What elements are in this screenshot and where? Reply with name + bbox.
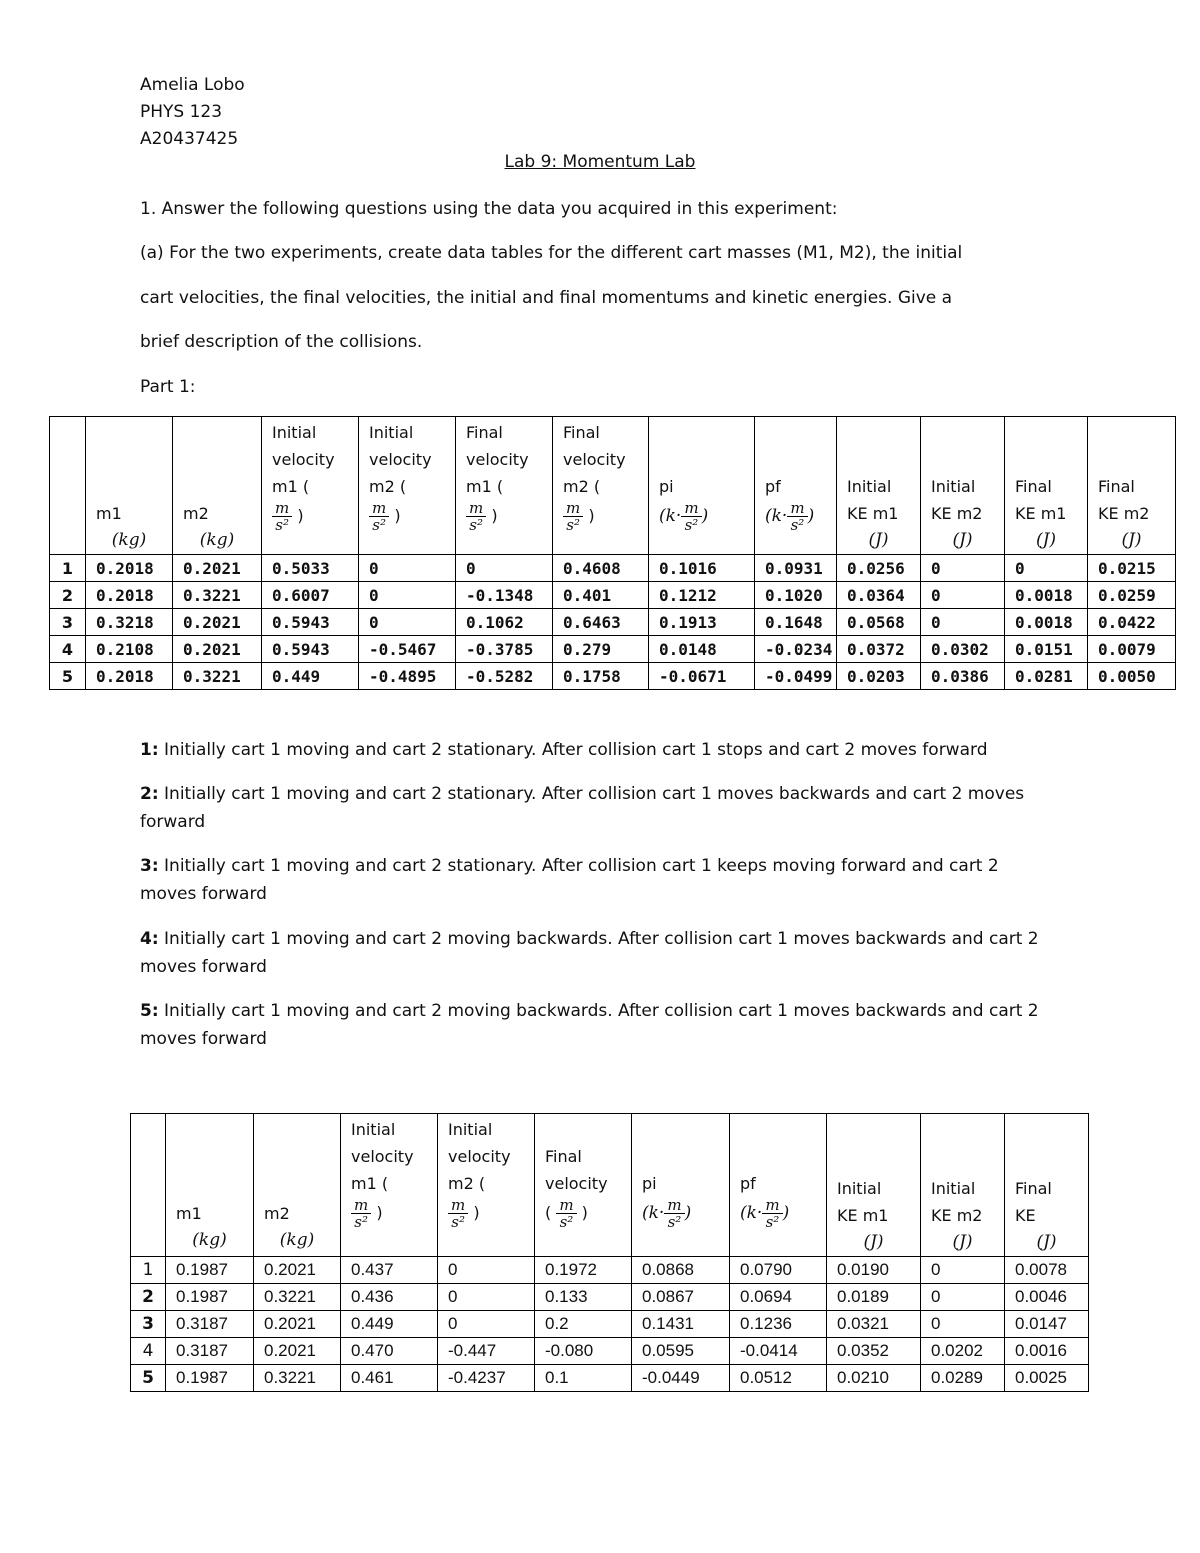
table-cell: 0.0151 <box>1005 636 1088 663</box>
frac-den: s² <box>469 516 483 534</box>
header-pf <box>730 1114 827 1257</box>
unit-kg: (kg) <box>279 1230 315 1250</box>
header-text: m1 ( <box>351 1174 389 1193</box>
part1-label: Part 1: <box>140 377 196 397</box>
unit-m-per-s2 <box>351 1197 371 1230</box>
unit-kg: (kg) <box>199 530 235 550</box>
table-cell: 0.0694 <box>730 1284 827 1311</box>
header-text: velocity <box>369 450 432 469</box>
table-cell: 0.2021 <box>173 609 262 636</box>
header-m1 <box>86 417 173 555</box>
table-cell: -0.0234 <box>755 636 837 663</box>
header-text: pf <box>740 1174 756 1193</box>
unit-joule: (J) <box>1035 530 1057 550</box>
table-cell: 0.0078 <box>1005 1257 1089 1284</box>
question-a-line3: brief description of the collisions. <box>140 332 423 352</box>
table-cell: 0.2 <box>535 1311 632 1338</box>
header-blank <box>50 417 86 555</box>
table-row <box>50 636 1176 663</box>
table-cell: -0.0671 <box>649 663 755 690</box>
question-a-line1: (a) For the two experiments, create data tables for the different cart masses (M1, M2), the initial <box>140 243 963 263</box>
header-initial-velocity-m1 <box>262 417 359 555</box>
header-initial-ke-m1 <box>827 1114 921 1257</box>
header-text: KE m2 <box>931 1206 983 1225</box>
header-m1-label: m1 <box>96 504 122 523</box>
table-cell: 0.449 <box>341 1311 438 1338</box>
header-text: m1 ( <box>272 477 310 496</box>
part2-table-body <box>131 1257 1089 1392</box>
unit-momentum-open: (k· <box>740 1203 763 1223</box>
header-text: Initial <box>931 477 976 496</box>
description-text: Initially cart 1 moving and cart 2 moving backwards. After collision cart 1 moves backwards and cart 2 moves forward <box>140 929 1039 977</box>
table-cell: 0.0046 <box>1005 1284 1089 1311</box>
table-cell: 0 <box>438 1257 535 1284</box>
frac-den: s² <box>765 1213 780 1231</box>
table-cell: 0.0790 <box>730 1257 827 1284</box>
paren-close: ) <box>376 1203 383 1222</box>
header-text: KE <box>1015 1206 1036 1225</box>
unit-joule: (J) <box>1036 1232 1057 1252</box>
table-cell: 0.470 <box>341 1338 438 1365</box>
unit-m-per-s2 <box>563 500 583 533</box>
header-m2 <box>173 417 262 555</box>
unit-m-per-s2 <box>369 500 389 533</box>
header-final-ke-m1 <box>1005 417 1088 555</box>
row-number: 4 <box>131 1338 166 1365</box>
table-cell: 0.1987 <box>166 1284 254 1311</box>
frac-num: m <box>681 500 701 517</box>
table-cell: 0.0352 <box>827 1338 921 1365</box>
header-initial-ke-m1 <box>837 417 921 555</box>
question-a-line2: cart velocities, the final velocities, the initial and final momentums and kinetic energies. Give a <box>140 288 953 308</box>
table-cell: 0.0289 <box>921 1365 1005 1392</box>
row-number: 5 <box>50 663 86 690</box>
header-text: pf <box>765 477 781 496</box>
header-text: KE m2 <box>931 504 983 523</box>
description-number: 2: <box>140 784 159 804</box>
table-cell: 0.2021 <box>173 555 262 582</box>
part1-table-body <box>50 555 1176 690</box>
table-cell: 0.2021 <box>173 636 262 663</box>
frac-num: m <box>272 500 292 517</box>
table-row <box>50 555 1176 582</box>
paren-close: ) <box>297 506 304 525</box>
table-cell: 0.0050 <box>1088 663 1176 690</box>
header-text: Initial <box>837 1179 882 1198</box>
description-number: 3: <box>140 856 159 876</box>
row-number: 4 <box>50 636 86 663</box>
paren-close: ) <box>581 1203 588 1222</box>
question-1: 1. Answer the following questions using the data you acquired in this experiment: <box>140 199 838 219</box>
header-text: KE m1 <box>837 1206 889 1225</box>
header-text: Final <box>545 1147 582 1166</box>
row-number: 1 <box>50 555 86 582</box>
table-cell: 0.1020 <box>755 582 837 609</box>
table-cell: 0.3221 <box>254 1365 341 1392</box>
description-number: 5: <box>140 1001 159 1021</box>
table-cell: 0.401 <box>553 582 649 609</box>
table-cell: 0.0867 <box>632 1284 730 1311</box>
table-cell: 0.3221 <box>173 582 262 609</box>
table-cell: -0.0414 <box>730 1338 827 1365</box>
unit-joule: (J) <box>952 530 973 550</box>
author-name: Amelia Lobo <box>140 75 245 95</box>
frac-num: m <box>556 1197 576 1214</box>
description-text: Initially cart 1 moving and cart 2 stationary. After collision cart 1 moves backwards and cart 2 moves forward <box>140 784 1025 832</box>
paren-open: ( <box>545 1203 552 1222</box>
header-text: m2 ( <box>563 477 601 496</box>
unit-m-per-s2 <box>448 1197 468 1230</box>
table-cell: 0.0203 <box>837 663 921 690</box>
table-row <box>50 663 1176 690</box>
unit-kg: (kg) <box>111 530 147 550</box>
table-cell: 0.0147 <box>1005 1311 1089 1338</box>
table-cell: 0.0202 <box>921 1338 1005 1365</box>
frac-num: m <box>762 1197 782 1214</box>
unit-m-per-s2 <box>664 1197 684 1230</box>
header-final-velocity-m1 <box>456 417 553 555</box>
frac-den: s² <box>354 1213 368 1231</box>
paren-close: ) <box>588 506 595 525</box>
header-text: Final <box>563 423 600 442</box>
table-cell: 0.1431 <box>632 1311 730 1338</box>
description-2 <box>140 780 1050 836</box>
row-number: 3 <box>131 1311 166 1338</box>
header-text: Initial <box>847 477 892 496</box>
description-number: 1: <box>140 740 159 760</box>
table-cell: 0.3187 <box>166 1311 254 1338</box>
table-cell: -0.0499 <box>755 663 837 690</box>
table-cell: 0 <box>438 1284 535 1311</box>
table-cell: 0.2018 <box>86 555 173 582</box>
table-cell: -0.3785 <box>456 636 553 663</box>
description-number: 4: <box>140 929 159 949</box>
table-cell: 0.0190 <box>827 1257 921 1284</box>
unit-m-per-s2 <box>556 1197 576 1230</box>
table-cell: 0.436 <box>341 1284 438 1311</box>
unit-joule: (J) <box>863 1232 884 1252</box>
unit-joule: (J) <box>868 530 889 550</box>
table-row <box>131 1365 1089 1392</box>
table-cell: 0.0868 <box>632 1257 730 1284</box>
table-cell: 0.2021 <box>254 1257 341 1284</box>
table-cell: 0.449 <box>262 663 359 690</box>
frac-den: s² <box>372 516 386 534</box>
unit-momentum-close: ) <box>782 1203 790 1223</box>
table-cell: 0.0302 <box>921 636 1005 663</box>
unit-joule: (J) <box>1121 530 1142 550</box>
header-text: Initial <box>931 1179 976 1198</box>
table-cell: 0.5943 <box>262 636 359 663</box>
table-row <box>50 609 1176 636</box>
frac-num: m <box>466 500 486 517</box>
table-cell: 0.0025 <box>1005 1365 1089 1392</box>
student-id: A20437425 <box>140 129 239 149</box>
table-cell: 0.1212 <box>649 582 755 609</box>
table-cell: 0 <box>921 1311 1005 1338</box>
table-cell: 0.2018 <box>86 582 173 609</box>
table-cell: 0.5943 <box>262 609 359 636</box>
table-cell: 0 <box>1005 555 1088 582</box>
table-cell: -0.5467 <box>359 636 456 663</box>
header-pf <box>755 417 837 555</box>
table-cell: -0.4237 <box>438 1365 535 1392</box>
table-cell: 0 <box>921 609 1005 636</box>
table-cell: 0 <box>359 582 456 609</box>
header-text: Final <box>466 423 503 442</box>
table-cell: 0.0386 <box>921 663 1005 690</box>
table-cell: 0.1016 <box>649 555 755 582</box>
header-text: Final <box>1015 1179 1052 1198</box>
table-cell: 0.437 <box>341 1257 438 1284</box>
table-cell: 0.1758 <box>553 663 649 690</box>
part2-data-table <box>130 1113 1089 1392</box>
description-1 <box>140 736 1050 764</box>
header-m2-label: m2 <box>183 504 209 523</box>
description-text: Initially cart 1 moving and cart 2 stationary. After collision cart 1 keeps moving forward and cart 2 moves forward <box>140 856 999 904</box>
table-row <box>131 1311 1089 1338</box>
table-cell: 0.0018 <box>1005 582 1088 609</box>
frac-den: s² <box>559 1213 574 1231</box>
description-4 <box>140 925 1050 981</box>
unit-momentum-open: (k· <box>659 506 682 526</box>
header-text: KE m1 <box>1015 504 1067 523</box>
paren-close: ) <box>394 506 401 525</box>
table-cell: 0.0931 <box>755 555 837 582</box>
table-cell: 0.1913 <box>649 609 755 636</box>
description-3 <box>140 852 1050 908</box>
table-cell: -0.080 <box>535 1338 632 1365</box>
unit-momentum-close: ) <box>684 1203 692 1223</box>
header-text: pi <box>642 1174 657 1193</box>
header-text: Final <box>1015 477 1052 496</box>
table-cell: 0.5033 <box>262 555 359 582</box>
table-cell: -0.5282 <box>456 663 553 690</box>
header-text: velocity <box>563 450 626 469</box>
table-cell: 0.3221 <box>173 663 262 690</box>
header-initial-velocity-m2 <box>438 1114 535 1257</box>
header-text: Initial <box>369 423 414 442</box>
table-cell: 0.1 <box>535 1365 632 1392</box>
header-text: m1 ( <box>466 477 504 496</box>
header-m1-label: m1 <box>176 1204 202 1223</box>
paren-close: ) <box>473 1203 480 1222</box>
table-cell: 0.279 <box>553 636 649 663</box>
header-text: KE m2 <box>1098 504 1150 523</box>
page-title-wrap <box>0 152 1200 172</box>
table-cell: 0 <box>456 555 553 582</box>
table-cell: 0.0210 <box>827 1365 921 1392</box>
header-text: Final <box>1098 477 1135 496</box>
header-text: m2 ( <box>448 1174 486 1193</box>
unit-momentum-close: ) <box>701 506 709 526</box>
table-cell: 0.1648 <box>755 609 837 636</box>
table-cell: 0.1987 <box>166 1365 254 1392</box>
unit-momentum-open: (k· <box>765 506 788 526</box>
row-number: 1 <box>131 1257 166 1284</box>
paren-close: ) <box>491 506 498 525</box>
description-text: Initially cart 1 moving and cart 2 stationary. After collision cart 1 stops and cart 2 moves forward <box>158 740 988 760</box>
frac-num: m <box>664 1197 684 1214</box>
row-number: 2 <box>50 582 86 609</box>
table-cell: 0.3218 <box>86 609 173 636</box>
header-text: pi <box>659 477 674 496</box>
frac-num: m <box>369 500 389 517</box>
table-cell: 0.1236 <box>730 1311 827 1338</box>
description-text: Initially cart 1 moving and cart 2 moving backwards. After collision cart 1 moves backwards and cart 2 moves forward <box>140 1001 1039 1049</box>
table-row <box>131 1284 1089 1311</box>
table-cell: 0.0079 <box>1088 636 1176 663</box>
table-cell: 0.461 <box>341 1365 438 1392</box>
unit-m-per-s2 <box>272 500 292 533</box>
row-number: 2 <box>131 1284 166 1311</box>
table-cell: 0.0189 <box>827 1284 921 1311</box>
header-text: Initial <box>351 1120 396 1139</box>
row-number: 3 <box>50 609 86 636</box>
header-text: velocity <box>351 1147 414 1166</box>
header-blank <box>131 1114 166 1257</box>
table-cell: -0.447 <box>438 1338 535 1365</box>
table-cell: 0.0364 <box>837 582 921 609</box>
header-m2-label: m2 <box>264 1204 290 1223</box>
frac-num: m <box>351 1197 371 1214</box>
header-initial-ke-m2 <box>921 1114 1005 1257</box>
header-final-ke-m2 <box>1088 417 1176 555</box>
table-cell: 0.0321 <box>827 1311 921 1338</box>
table-cell: 0.0018 <box>1005 609 1088 636</box>
unit-m-per-s2 <box>466 500 486 533</box>
table-cell: 0.6007 <box>262 582 359 609</box>
table-cell: 0.2021 <box>254 1338 341 1365</box>
table-header-row <box>50 417 1176 555</box>
page-title: Lab 9: Momentum Lab <box>504 152 696 172</box>
table-cell: -0.4895 <box>359 663 456 690</box>
table-cell: 0.0568 <box>837 609 921 636</box>
frac-den: s² <box>790 516 805 534</box>
frac-den: s² <box>667 1213 682 1231</box>
header-final-velocity-m2 <box>553 417 649 555</box>
header-pi <box>632 1114 730 1257</box>
header-text: KE m1 <box>847 504 899 523</box>
table-cell: 0 <box>438 1311 535 1338</box>
header-pi <box>649 417 755 555</box>
part1-data-table <box>49 416 1176 690</box>
table-cell: 0 <box>921 582 1005 609</box>
unit-m-per-s2 <box>762 1197 782 1230</box>
header-m1 <box>166 1114 254 1257</box>
table-header-row <box>131 1114 1089 1257</box>
table-cell: 0.0281 <box>1005 663 1088 690</box>
table-cell: -0.0449 <box>632 1365 730 1392</box>
header-text: Initial <box>272 423 317 442</box>
table-cell: 0.6463 <box>553 609 649 636</box>
frac-den: s² <box>451 1213 465 1231</box>
table-cell: 0.1987 <box>166 1257 254 1284</box>
header-text: Initial <box>448 1120 493 1139</box>
table-cell: 0.4608 <box>553 555 649 582</box>
row-number: 5 <box>131 1365 166 1392</box>
table-cell: 0.2018 <box>86 663 173 690</box>
table-cell: 0 <box>359 609 456 636</box>
table-cell: 0.0512 <box>730 1365 827 1392</box>
table-cell: 0.0595 <box>632 1338 730 1365</box>
unit-m-per-s2 <box>681 500 701 533</box>
table-cell: 0.0256 <box>837 555 921 582</box>
table-cell: 0.133 <box>535 1284 632 1311</box>
unit-kg: (kg) <box>192 1230 227 1250</box>
header-text: velocity <box>466 450 529 469</box>
unit-m-per-s2 <box>787 500 807 533</box>
table-cell: 0.1972 <box>535 1257 632 1284</box>
frac-den: s² <box>275 516 289 534</box>
frac-num: m <box>787 500 807 517</box>
header-text: m2 ( <box>369 477 407 496</box>
header-text: velocity <box>272 450 335 469</box>
table-cell: 0.0372 <box>837 636 921 663</box>
header-m2 <box>254 1114 341 1257</box>
table-cell: 0.0259 <box>1088 582 1176 609</box>
table-cell: 0.0422 <box>1088 609 1176 636</box>
table-cell: 0.1062 <box>456 609 553 636</box>
unit-momentum-close: ) <box>807 506 815 526</box>
header-final-velocity <box>535 1114 632 1257</box>
course-code: PHYS 123 <box>140 102 223 122</box>
table-cell: 0.3221 <box>254 1284 341 1311</box>
table-row <box>131 1338 1089 1365</box>
header-text: velocity <box>448 1147 511 1166</box>
table-cell: 0 <box>921 1284 1005 1311</box>
frac-num: m <box>563 500 583 517</box>
description-5 <box>140 997 1050 1053</box>
frac-den: s² <box>566 516 580 534</box>
frac-den: s² <box>684 516 699 534</box>
table-cell: 0.0215 <box>1088 555 1176 582</box>
table-cell: 0.0148 <box>649 636 755 663</box>
header-text: velocity <box>545 1174 608 1193</box>
header-initial-ke-m2 <box>921 417 1005 555</box>
frac-num: m <box>448 1197 468 1214</box>
table-cell: 0 <box>921 1257 1005 1284</box>
table-row <box>50 582 1176 609</box>
header-final-ke <box>1005 1114 1089 1257</box>
unit-momentum-open: (k· <box>642 1203 665 1223</box>
table-cell: 0 <box>921 555 1005 582</box>
table-cell: -0.1348 <box>456 582 553 609</box>
table-cell: 0.2021 <box>254 1311 341 1338</box>
header-initial-velocity-m1 <box>341 1114 438 1257</box>
table-cell: 0 <box>359 555 456 582</box>
table-row <box>131 1257 1089 1284</box>
table-cell: 0.0016 <box>1005 1338 1089 1365</box>
unit-joule: (J) <box>952 1232 973 1252</box>
table-cell: 0.3187 <box>166 1338 254 1365</box>
header-initial-velocity-m2 <box>359 417 456 555</box>
table-cell: 0.2108 <box>86 636 173 663</box>
